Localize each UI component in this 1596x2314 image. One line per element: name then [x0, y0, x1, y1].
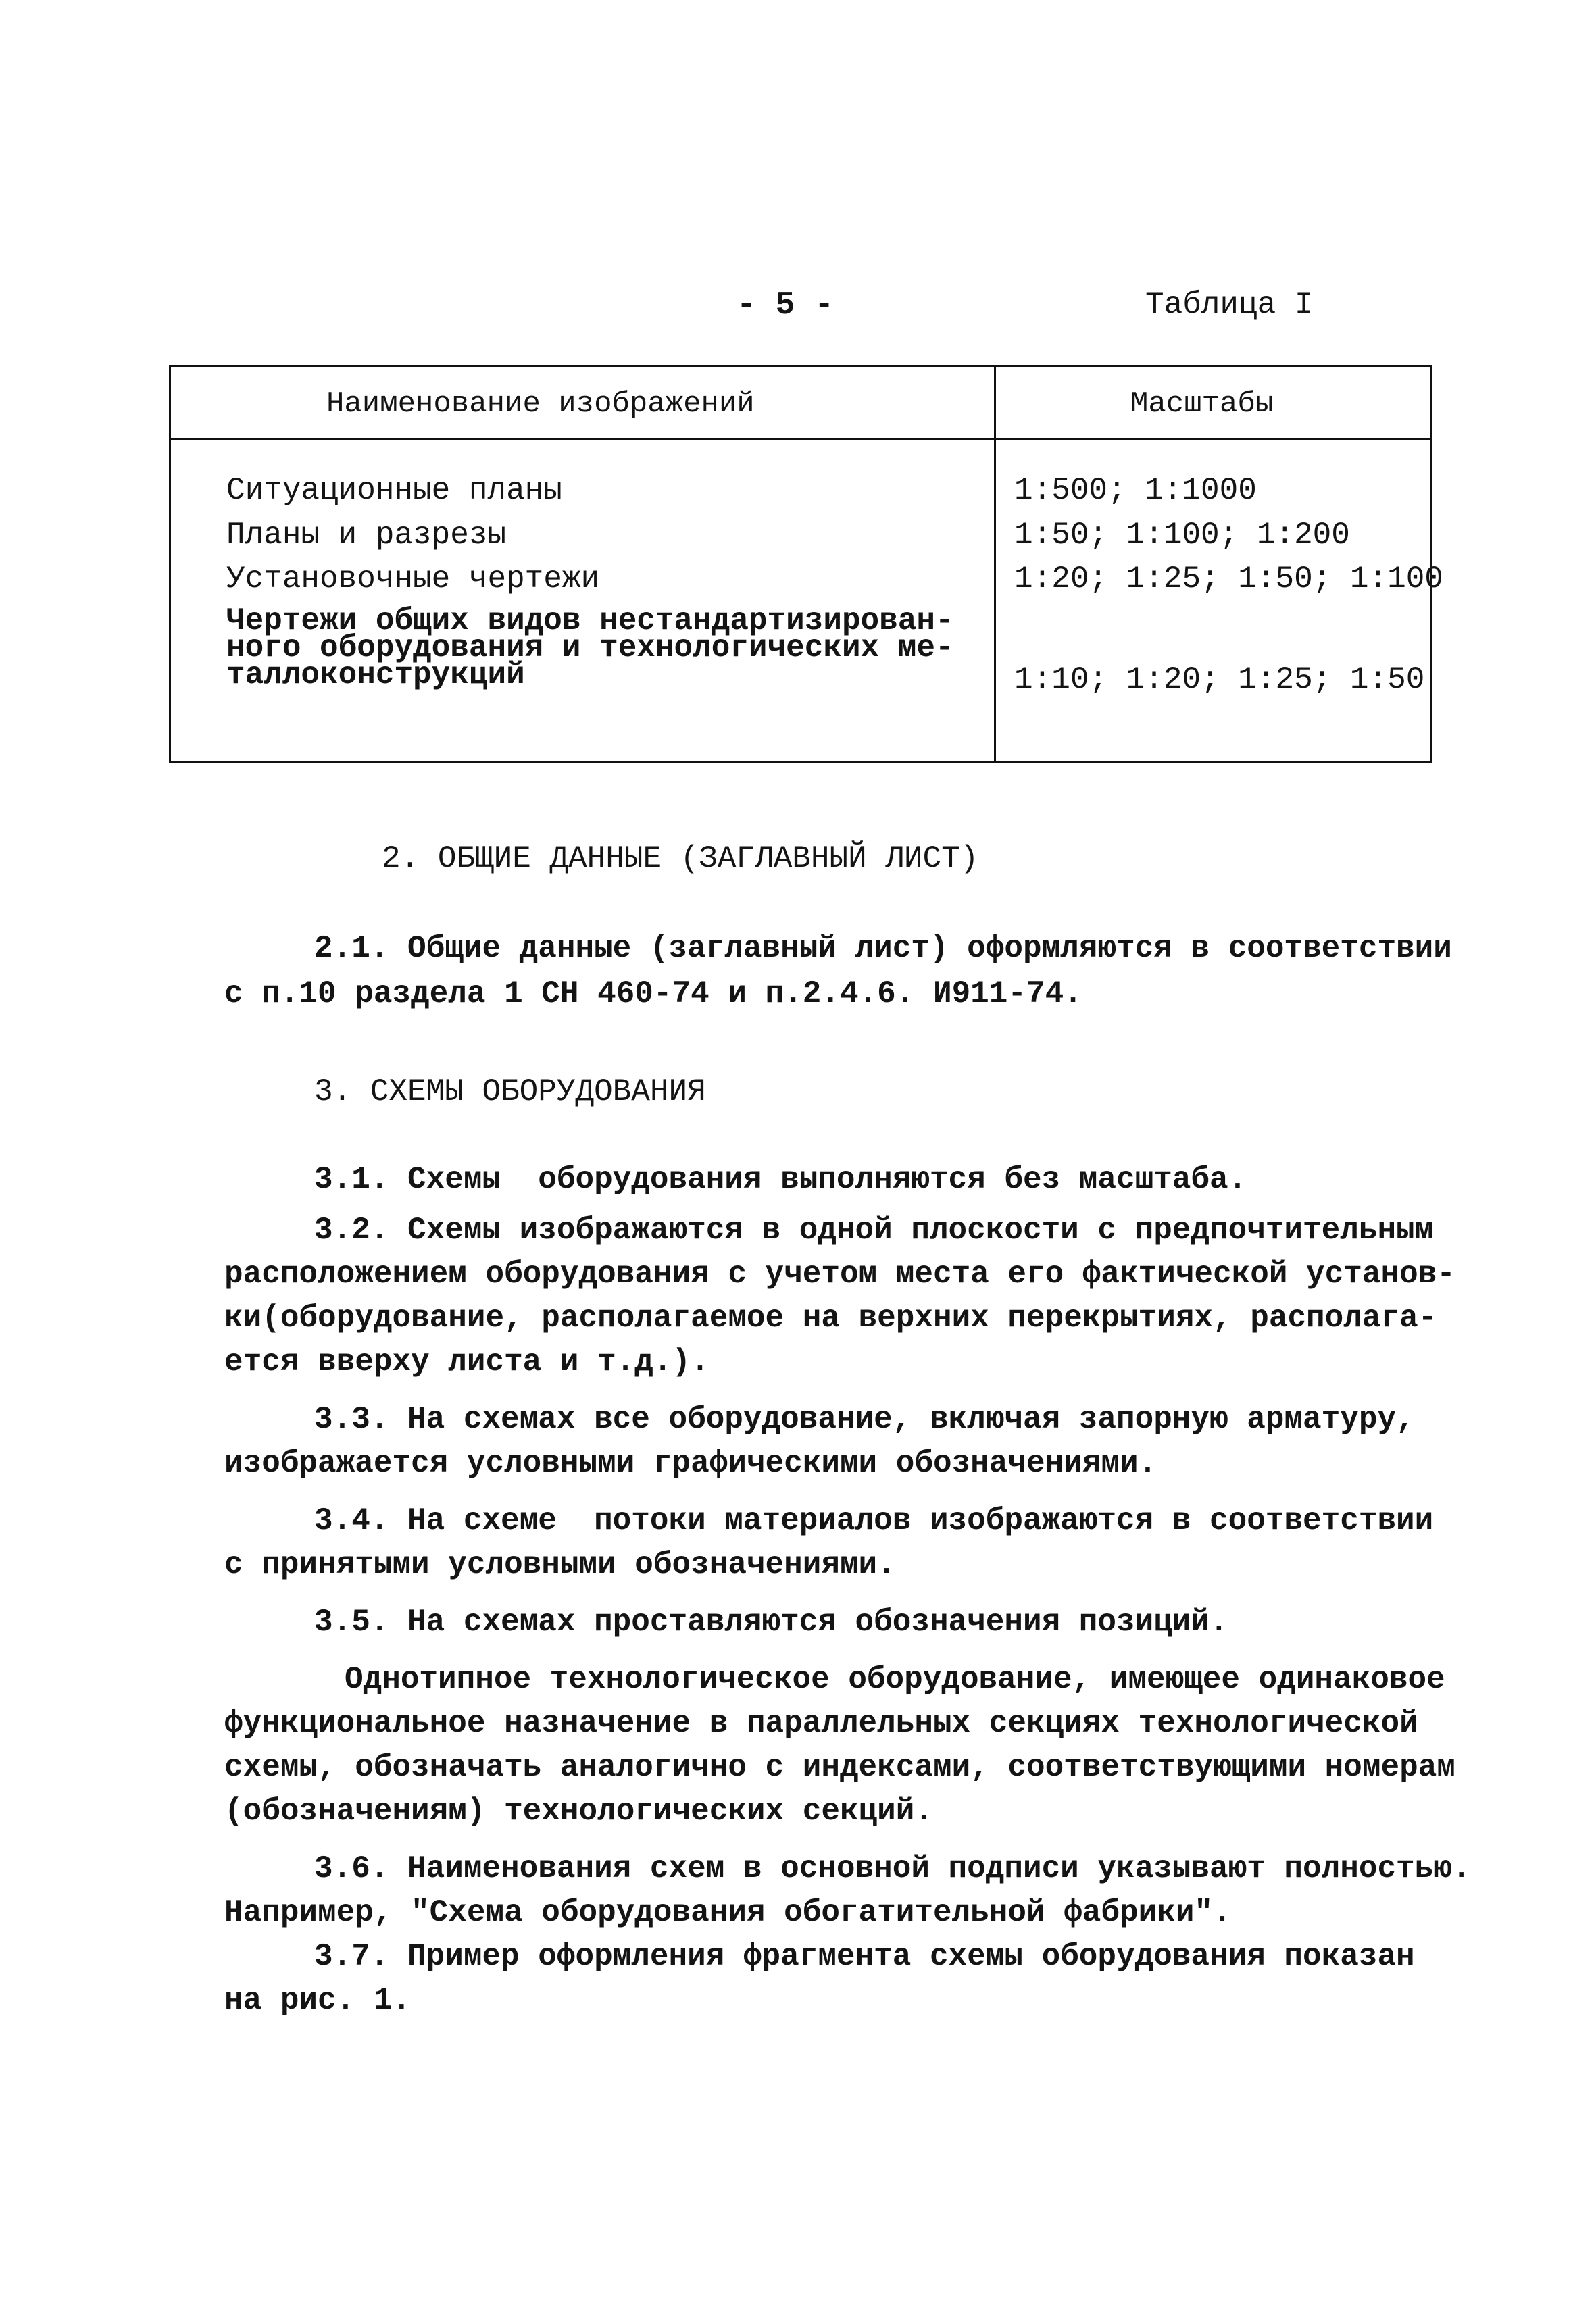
table-row-name: Установочные чертежи [226, 561, 600, 597]
table-row-scales: 1:10; 1:20; 1:25; 1:50 [1014, 662, 1425, 697]
table-row-name-line: ного оборудования и технологических ме- [226, 630, 954, 665]
paragraph-line: с принятыми условными обозначениями. [224, 1547, 896, 1582]
paragraph-line: схемы, обозначать аналогично с индексами, соответствующими номерам [224, 1750, 1455, 1785]
paragraph-line: ки(оборудование, располагаемое на верхних перекрытиях, располага- [224, 1301, 1437, 1336]
table-row-scales: 1:500; 1:1000 [1014, 473, 1257, 508]
table-row-name-line: Чертежи общих видов нестандартизирован- [226, 603, 954, 638]
paragraph-line: расположением оборудования с учетом места его фактической установ- [224, 1257, 1455, 1292]
page-number: - 5 - [737, 287, 834, 324]
paragraph-line: 3.3. На схемах все оборудование, включая запорную арматуру, [314, 1402, 1415, 1437]
paragraph-line: 3.7. Пример оформления фрагмента схемы оборудования показан [314, 1939, 1415, 1974]
table-column-divider [994, 367, 996, 761]
paragraph-line: Например, "Схема оборудования обогатительной фабрики". [224, 1895, 1232, 1930]
paragraph-line: Однотипное технологическое оборудование, имеющее одинаковое [345, 1662, 1445, 1697]
table-caption: Таблица I [1145, 287, 1314, 322]
paragraph-line: 3.2. Схемы изображаются в одной плоскости с предпочтительным [314, 1213, 1434, 1248]
paragraph-line: (обозначениям) технологических секций. [224, 1794, 933, 1829]
paragraph-line: с п.10 раздела 1 СН 460-74 и п.2.4.6. И911-74. [224, 976, 1082, 1011]
paragraph-line: 2.1. Общие данные (заглавный лист) оформляются в соответствии [314, 931, 1452, 966]
section-heading: 2. ОБЩИЕ ДАННЫЕ (ЗАГЛАВНЫЙ ЛИСТ) [382, 841, 979, 876]
scales-table [169, 365, 1443, 763]
table-row-name: Планы и разрезы [226, 518, 507, 553]
table-row-scales: 1:50; 1:100; 1:200 [1014, 518, 1350, 553]
paragraph-line: изображается условными графическими обозначениями. [224, 1446, 1157, 1481]
paragraph-line: 3.5. На схемах проставляются обозначения позиций. [314, 1605, 1228, 1640]
table-row-name-line: таллоконструкций [226, 657, 525, 693]
paragraph-line: функциональное назначение в параллельных секциях технологической [224, 1706, 1418, 1741]
paragraph-line: на рис. 1. [224, 1983, 412, 2018]
paragraph-line: 3.1. Схемы оборудования выполняются без масштаба. [314, 1162, 1247, 1197]
section-heading: 3. СХЕМЫ ОБОРУДОВАНИЯ [314, 1074, 706, 1109]
table-header-name: Наименование изображений [326, 387, 755, 421]
table-header-divider [171, 438, 1430, 440]
paragraph-line: 3.6. Наименования схем в основной подписи указывают полностью. [314, 1851, 1471, 1886]
table-header-scales: Масштабы [1130, 387, 1274, 421]
paragraph-line: ется вверху листа и т.д.). [224, 1344, 709, 1380]
table-row-scales: 1:20; 1:25; 1:50; 1:100 [1014, 561, 1443, 597]
table-row-name: Ситуационные планы [226, 473, 562, 508]
paragraph-line: 3.4. На схеме потоки материалов изображаются в соответствии [314, 1503, 1434, 1538]
